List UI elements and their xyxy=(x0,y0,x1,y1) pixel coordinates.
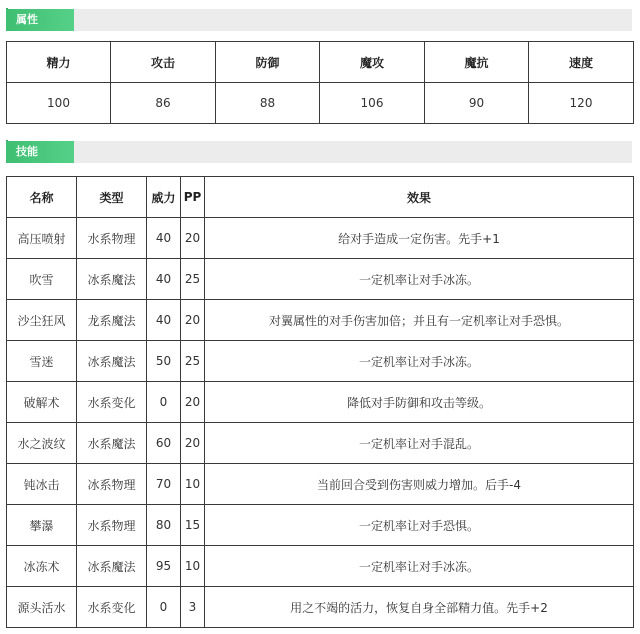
skill-power: 40 xyxy=(147,259,181,300)
skill-type: 冰系魔法 xyxy=(77,341,147,382)
skill-name: 冰冻术 xyxy=(7,546,77,587)
skill-type: 冰系魔法 xyxy=(77,546,147,587)
skill-type: 水系变化 xyxy=(77,382,147,423)
skill-power: 0 xyxy=(147,587,181,628)
skill-effect: 一定机率让对手恐惧。 xyxy=(205,505,634,546)
skill-pp: 20 xyxy=(181,218,205,259)
skill-pp: 10 xyxy=(181,546,205,587)
skill-effect: 一定机率让对手冰冻。 xyxy=(205,341,634,382)
skill-pp: 20 xyxy=(181,423,205,464)
skill-power: 40 xyxy=(147,300,181,341)
stat-value: 106 xyxy=(320,83,425,124)
skill-power: 95 xyxy=(147,546,181,587)
skill-row xyxy=(7,423,634,464)
skills-section-header xyxy=(6,141,632,163)
skill-name: 沙尘狂风 xyxy=(7,300,77,341)
skill-type: 水系物理 xyxy=(77,218,147,259)
stat-header: 魔抗 xyxy=(425,42,529,83)
skill-row xyxy=(7,218,634,259)
skill-header-effect: 效果 xyxy=(205,177,634,218)
skill-power: 40 xyxy=(147,218,181,259)
skill-pp: 20 xyxy=(181,382,205,423)
skill-type: 水系魔法 xyxy=(77,423,147,464)
skill-row xyxy=(7,259,634,300)
skill-power: 50 xyxy=(147,341,181,382)
stat-header: 攻击 xyxy=(111,42,216,83)
skills-section-title: 技能 xyxy=(6,141,74,163)
skill-power: 0 xyxy=(147,382,181,423)
skill-type: 冰系魔法 xyxy=(77,259,147,300)
skill-power: 60 xyxy=(147,423,181,464)
stat-header: 魔攻 xyxy=(320,42,425,83)
stat-value: 100 xyxy=(7,83,111,124)
skill-row xyxy=(7,587,634,628)
skill-effect: 降低对手防御和攻击等级。 xyxy=(205,382,634,423)
skill-header-power: 威力 xyxy=(147,177,181,218)
skill-type: 水系变化 xyxy=(77,587,147,628)
skills-header-row xyxy=(7,177,634,218)
stats-table xyxy=(6,41,634,124)
skill-power: 70 xyxy=(147,464,181,505)
skill-row xyxy=(7,546,634,587)
stat-value: 90 xyxy=(425,83,529,124)
stat-header: 精力 xyxy=(7,42,111,83)
skill-pp: 15 xyxy=(181,505,205,546)
skill-row xyxy=(7,464,634,505)
stats-value-row xyxy=(7,83,634,124)
skill-effect: 一定机率让对手冰冻。 xyxy=(205,259,634,300)
skill-name: 吹雪 xyxy=(7,259,77,300)
skill-header-name: 名称 xyxy=(7,177,77,218)
skill-name: 雪迷 xyxy=(7,341,77,382)
skill-row xyxy=(7,382,634,423)
skill-type: 冰系物理 xyxy=(77,464,147,505)
skill-type: 水系物理 xyxy=(77,505,147,546)
attributes-section-title: 属性 xyxy=(6,9,74,31)
skill-pp: 3 xyxy=(181,587,205,628)
skill-row xyxy=(7,300,634,341)
skill-effect: 当前回合受到伤害则威力增加。后手-4 xyxy=(205,464,634,505)
skill-name: 水之波纹 xyxy=(7,423,77,464)
skill-name: 高压喷射 xyxy=(7,218,77,259)
skill-name: 攀瀑 xyxy=(7,505,77,546)
skills-table xyxy=(6,176,634,628)
skill-effect: 用之不竭的活力，恢复自身全部精力值。先手+2 xyxy=(205,587,634,628)
skill-effect: 一定机率让对手冰冻。 xyxy=(205,546,634,587)
skill-header-pp: PP xyxy=(181,177,205,218)
stat-value: 86 xyxy=(111,83,216,124)
skill-effect: 一定机率让对手混乱。 xyxy=(205,423,634,464)
skill-power: 80 xyxy=(147,505,181,546)
skill-row xyxy=(7,341,634,382)
skill-pp: 25 xyxy=(181,259,205,300)
skill-header-type: 类型 xyxy=(77,177,147,218)
skill-row xyxy=(7,505,634,546)
stat-value: 120 xyxy=(529,83,634,124)
stats-header-row xyxy=(7,42,634,83)
stat-header: 防御 xyxy=(216,42,320,83)
attributes-section-header xyxy=(6,9,632,31)
skill-name: 钝冰击 xyxy=(7,464,77,505)
skill-pp: 25 xyxy=(181,341,205,382)
skill-name: 破解术 xyxy=(7,382,77,423)
skill-pp: 10 xyxy=(181,464,205,505)
skill-pp: 20 xyxy=(181,300,205,341)
stat-header: 速度 xyxy=(529,42,634,83)
skill-effect: 对翼属性的对手伤害加倍；并且有一定机率让对手恐惧。 xyxy=(205,300,634,341)
skill-type: 龙系魔法 xyxy=(77,300,147,341)
stat-value: 88 xyxy=(216,83,320,124)
skill-name: 源头活水 xyxy=(7,587,77,628)
skill-effect: 给对手造成一定伤害。先手+1 xyxy=(205,218,634,259)
